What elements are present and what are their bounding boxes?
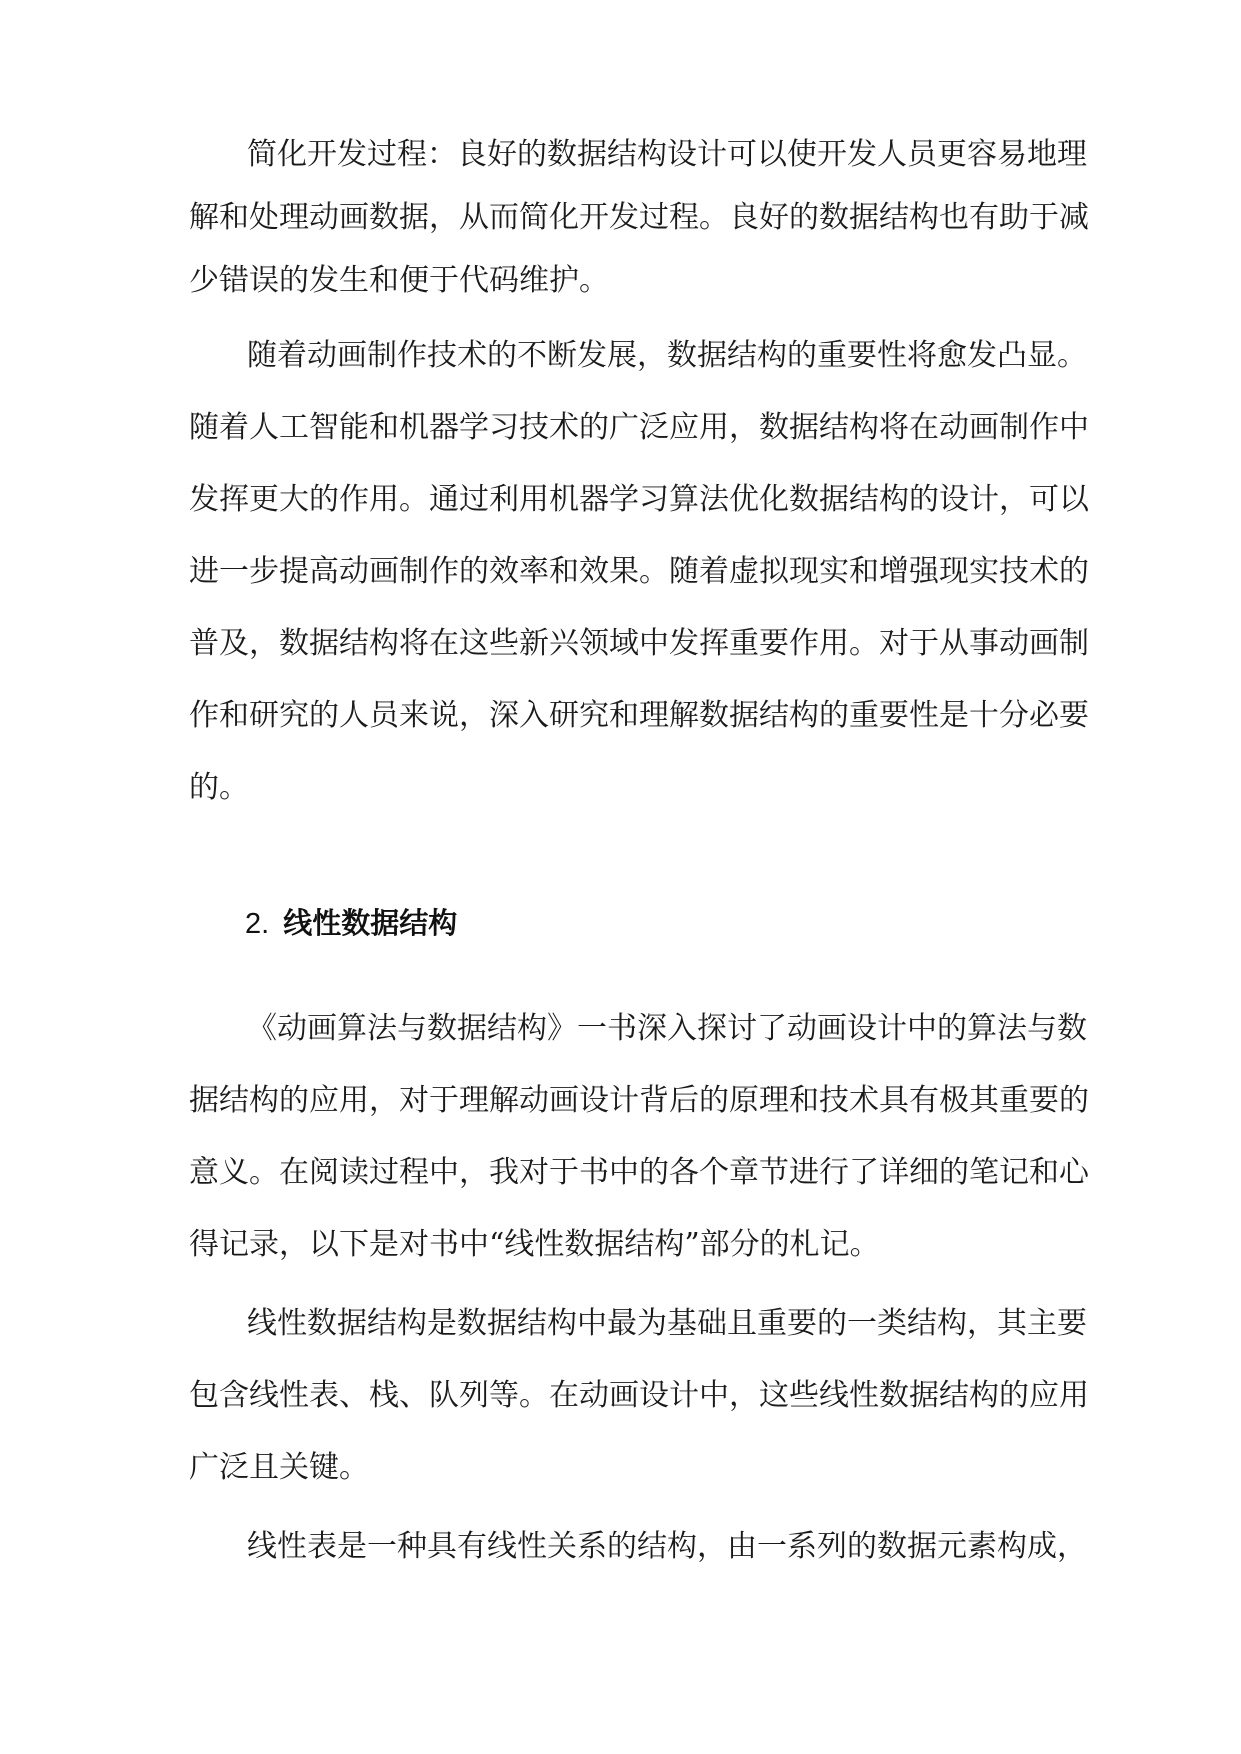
paragraph-line: 线性数据结构是数据结构中最为基础且重要的一类结构，其主要	[247, 1306, 1087, 1341]
paragraph-line: 随着人工智能和机器学习技术的广泛应用，数据结构将在动画制作中	[189, 410, 1089, 445]
paragraph-line: 的。	[189, 770, 249, 805]
section-number: 2.	[245, 908, 270, 940]
paragraph-line: 简化开发过程：良好的数据结构设计可以使开发人员更容易地理	[247, 137, 1087, 172]
paragraph-line: 线性表是一种具有线性关系的结构，由一系列的数据元素构成，	[247, 1529, 1087, 1564]
paragraph-line: 进一步提高动画制作的效率和效果。随着虚拟现实和增强现实技术的	[189, 554, 1089, 589]
paragraph-line: 随着动画制作技术的不断发展，数据结构的重要性将愈发凸显。	[247, 338, 1087, 373]
section-title: 线性数据结构	[283, 906, 458, 940]
paragraph-line: 意义。在阅读过程中，我对于书中的各个章节进行了详细的笔记和心	[189, 1155, 1089, 1190]
paragraph-line: 少错误的发生和便于代码维护。	[189, 263, 609, 298]
paragraph-line: 发挥更大的作用。通过利用机器学习算法优化数据结构的设计，可以	[189, 482, 1089, 517]
paragraph-line: 普及，数据结构将在这些新兴领域中发挥重要作用。对于从事动画制	[189, 626, 1089, 661]
paragraph-line: 包含线性表、栈、队列等。在动画设计中，这些线性数据结构的应用	[189, 1378, 1089, 1413]
paragraph-line: 得记录，以下是对书中“线性数据结构”部分的札记。	[189, 1227, 880, 1262]
paragraph-line: 《动画算法与数据结构》一书深入探讨了动画设计中的算法与数	[247, 1011, 1087, 1046]
paragraph-line: 据结构的应用，对于理解动画设计背后的原理和技术具有极其重要的	[189, 1083, 1089, 1118]
paragraph-line: 解和处理动画数据，从而简化开发过程。良好的数据结构也有助于减	[189, 200, 1089, 235]
section-heading	[245, 903, 457, 943]
paragraph-line: 广泛且关键。	[189, 1450, 369, 1485]
paragraph-line: 作和研究的人员来说，深入研究和理解数据结构的重要性是十分必要	[189, 698, 1089, 733]
